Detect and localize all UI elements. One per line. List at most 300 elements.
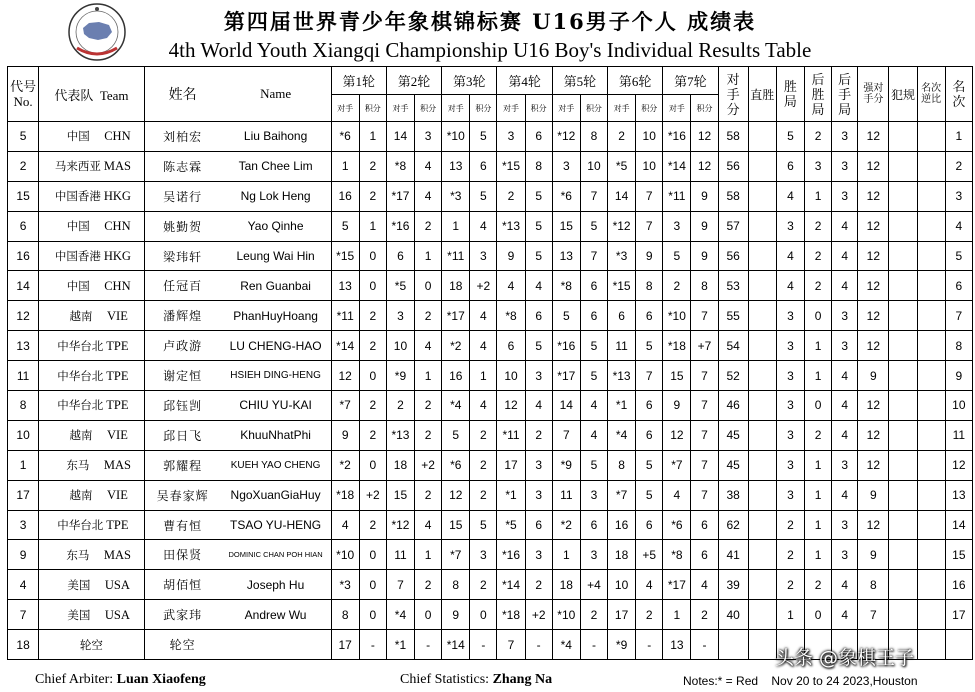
player-name-en: Tan Chee Lim bbox=[221, 151, 332, 181]
team bbox=[39, 181, 145, 211]
round-5-points: 5 bbox=[580, 361, 607, 391]
header-round-2: 第2轮 bbox=[386, 67, 441, 95]
round-4-points: 2 bbox=[525, 420, 552, 450]
round-2-points: 3 bbox=[415, 122, 442, 152]
direct-win bbox=[748, 480, 776, 510]
table-row bbox=[8, 181, 973, 211]
round-5-opponent: *8 bbox=[552, 271, 580, 301]
round-6-opponent: *9 bbox=[608, 630, 636, 660]
round-5-opponent: 7 bbox=[552, 420, 580, 450]
wins: 4 bbox=[776, 181, 804, 211]
round-1-opponent: *14 bbox=[331, 331, 359, 361]
round-1-opponent: 8 bbox=[331, 600, 359, 630]
round-6-points: +5 bbox=[636, 540, 663, 570]
round-3-opponent: 12 bbox=[442, 480, 470, 510]
round-7-points: 7 bbox=[691, 480, 718, 510]
player-name-cn: 刘柏宏 bbox=[144, 122, 220, 152]
ranking-ratio bbox=[917, 361, 945, 391]
team-name-cn: 中华台北 bbox=[57, 518, 104, 533]
direct-win bbox=[748, 361, 776, 391]
player-name-cn: 胡佰恒 bbox=[144, 570, 220, 600]
team bbox=[39, 510, 145, 540]
team-name-cn: 越南 bbox=[69, 488, 93, 503]
round-3-points: 3 bbox=[470, 540, 497, 570]
ranking-ratio bbox=[917, 450, 945, 480]
second-wins: 1 bbox=[805, 361, 832, 391]
round-4-opponent: *11 bbox=[497, 420, 525, 450]
round-1-opponent: 9 bbox=[331, 420, 359, 450]
table-row bbox=[8, 600, 973, 630]
player-name-en: CHIU YU-KAI bbox=[221, 391, 332, 421]
team-name-cn: 东马 bbox=[66, 547, 90, 562]
round-3-points: 5 bbox=[470, 181, 497, 211]
round-4-points: - bbox=[525, 630, 552, 660]
direct-win bbox=[748, 420, 776, 450]
player-name-en: Leung Wai Hin bbox=[221, 241, 332, 271]
team bbox=[39, 151, 145, 181]
wins: 4 bbox=[776, 241, 804, 271]
round-7-points: 9 bbox=[691, 211, 718, 241]
round-1-opponent: *15 bbox=[331, 241, 359, 271]
ranking-ratio bbox=[917, 570, 945, 600]
round-7-opponent: *16 bbox=[663, 122, 691, 152]
fouls bbox=[889, 241, 917, 271]
player-name-en: Ng Lok Heng bbox=[221, 181, 332, 211]
round-1-opponent: *10 bbox=[331, 540, 359, 570]
header-round-3: 第3轮 bbox=[442, 67, 497, 95]
player-name-en: KUEH YAO CHENG bbox=[221, 450, 332, 480]
round-7-points: 12 bbox=[691, 151, 718, 181]
round-6-points: - bbox=[636, 630, 663, 660]
player-name-en: Yao Qinhe bbox=[221, 211, 332, 241]
player-name-cn: 郭耀程 bbox=[144, 450, 220, 480]
round-2-opponent: *9 bbox=[386, 361, 414, 391]
fouls bbox=[889, 600, 917, 630]
round-3-opponent: *10 bbox=[442, 122, 470, 152]
round-3-opponent: *3 bbox=[442, 181, 470, 211]
team-code: TPE bbox=[106, 398, 129, 413]
second-wins: 1 bbox=[805, 540, 832, 570]
wins: 6 bbox=[776, 151, 804, 181]
player-no: 11 bbox=[8, 361, 39, 391]
opponent-total: 57 bbox=[718, 211, 748, 241]
round-5-points: 8 bbox=[580, 122, 607, 152]
round-4-points: 5 bbox=[525, 331, 552, 361]
table-row bbox=[8, 480, 973, 510]
round-7-opponent: *7 bbox=[663, 450, 691, 480]
round-2-opponent: 2 bbox=[386, 391, 414, 421]
round-2-points: +2 bbox=[415, 450, 442, 480]
round-2-opponent: 7 bbox=[386, 570, 414, 600]
round-5-opponent: 11 bbox=[552, 480, 580, 510]
ranking-ratio bbox=[917, 391, 945, 421]
header-pts: 积分 bbox=[525, 95, 552, 122]
round-6-points: 5 bbox=[636, 480, 663, 510]
round-6-points: 10 bbox=[636, 151, 663, 181]
direct-win bbox=[748, 630, 776, 660]
championship-emblem-icon bbox=[65, 2, 129, 62]
opponent-total: 40 bbox=[718, 600, 748, 630]
round-3-points: 2 bbox=[470, 480, 497, 510]
round-6-opponent: 16 bbox=[608, 510, 636, 540]
rank: 10 bbox=[945, 391, 972, 421]
round-6-points: 9 bbox=[636, 241, 663, 271]
round-3-points: 6 bbox=[470, 151, 497, 181]
rank: 5 bbox=[945, 241, 972, 271]
round-3-points: 2 bbox=[470, 570, 497, 600]
round-5-opponent: 18 bbox=[552, 570, 580, 600]
ranking-ratio bbox=[917, 122, 945, 152]
team-code: USA bbox=[104, 607, 130, 622]
round-4-points: 3 bbox=[525, 361, 552, 391]
wins: 3 bbox=[776, 361, 804, 391]
round-2-opponent: *17 bbox=[386, 181, 414, 211]
round-2-points: 1 bbox=[415, 540, 442, 570]
round-4-points: 5 bbox=[525, 181, 552, 211]
opponent-total: 39 bbox=[718, 570, 748, 600]
fouls bbox=[889, 181, 917, 211]
strong-opp-score: 12 bbox=[858, 420, 889, 450]
round-7-opponent: 15 bbox=[663, 361, 691, 391]
second-wins: 1 bbox=[805, 510, 832, 540]
player-name-en: DOMINIC CHAN POH HIAN bbox=[221, 540, 332, 570]
fouls bbox=[889, 480, 917, 510]
header-round-4: 第4轮 bbox=[497, 67, 552, 95]
round-5-points: 5 bbox=[580, 211, 607, 241]
round-7-points: - bbox=[691, 630, 718, 660]
round-3-points: 4 bbox=[470, 301, 497, 331]
round-2-points: 2 bbox=[415, 420, 442, 450]
round-2-points: 4 bbox=[415, 151, 442, 181]
round-6-opponent: *3 bbox=[608, 241, 636, 271]
direct-win bbox=[748, 540, 776, 570]
round-7-opponent: 3 bbox=[663, 211, 691, 241]
header-pts: 积分 bbox=[636, 95, 663, 122]
round-5-opponent: *6 bbox=[552, 181, 580, 211]
team bbox=[39, 420, 145, 450]
player-no: 2 bbox=[8, 151, 39, 181]
second-games: 4 bbox=[832, 211, 858, 241]
player-name-cn: 任冠百 bbox=[144, 271, 220, 301]
second-games: 4 bbox=[832, 570, 858, 600]
player-name-cn: 田保贤 bbox=[144, 540, 220, 570]
round-6-opponent: *7 bbox=[608, 480, 636, 510]
round-6-points: 6 bbox=[636, 391, 663, 421]
team bbox=[39, 241, 145, 271]
opponent-total: 45 bbox=[718, 420, 748, 450]
header-opp: 对手 bbox=[331, 95, 359, 122]
wins: 3 bbox=[776, 391, 804, 421]
round-6-opponent: *15 bbox=[608, 271, 636, 301]
strong-opp-score: 12 bbox=[858, 510, 889, 540]
round-3-opponent: 15 bbox=[442, 510, 470, 540]
team bbox=[39, 600, 145, 630]
round-4-opponent: 4 bbox=[497, 271, 525, 301]
player-name-cn: 邱日飞 bbox=[144, 420, 220, 450]
player-name-en: Liu Baihong bbox=[221, 122, 332, 152]
round-4-opponent: *8 bbox=[497, 301, 525, 331]
round-2-points: 1 bbox=[415, 361, 442, 391]
player-name-en: Ren Guanbai bbox=[221, 271, 332, 301]
team-name-cn: 中华台北 bbox=[57, 368, 104, 383]
round-7-opponent: 12 bbox=[663, 420, 691, 450]
round-1-points: 0 bbox=[359, 540, 386, 570]
ranking-ratio bbox=[917, 540, 945, 570]
ranking-ratio bbox=[917, 211, 945, 241]
team-name-cn: 美国 bbox=[67, 607, 91, 622]
direct-win bbox=[748, 241, 776, 271]
team-code: USA bbox=[104, 577, 130, 592]
round-6-points: 7 bbox=[636, 181, 663, 211]
table-row bbox=[8, 391, 973, 421]
header-opp: 对手 bbox=[663, 95, 691, 122]
fouls bbox=[889, 420, 917, 450]
round-3-points: 5 bbox=[470, 510, 497, 540]
team-name-cn: 中国 bbox=[66, 129, 90, 144]
round-6-points: 10 bbox=[636, 122, 663, 152]
round-7-points: 6 bbox=[691, 540, 718, 570]
second-games: 3 bbox=[832, 331, 858, 361]
title-english: 4th World Youth Xiangqi Championship U16 Boy's Individual Results Table bbox=[168, 38, 812, 62]
direct-win bbox=[748, 510, 776, 540]
round-3-opponent: *4 bbox=[442, 391, 470, 421]
round-2-opponent: 18 bbox=[386, 450, 414, 480]
round-6-opponent: 8 bbox=[608, 450, 636, 480]
player-no: 1 bbox=[8, 450, 39, 480]
second-games: 3 bbox=[832, 301, 858, 331]
second-wins: 2 bbox=[805, 211, 832, 241]
round-7-opponent: *11 bbox=[663, 181, 691, 211]
player-no: 18 bbox=[8, 630, 39, 660]
rank: 15 bbox=[945, 540, 972, 570]
team-code: CHN bbox=[104, 278, 131, 293]
table-row bbox=[8, 211, 973, 241]
player-no: 16 bbox=[8, 241, 39, 271]
team bbox=[39, 630, 145, 660]
second-games: 4 bbox=[832, 271, 858, 301]
strong-opp-score: 8 bbox=[858, 570, 889, 600]
direct-win bbox=[748, 181, 776, 211]
second-games: 4 bbox=[832, 391, 858, 421]
opponent-total: 62 bbox=[718, 510, 748, 540]
team bbox=[39, 271, 145, 301]
round-6-opponent: *5 bbox=[608, 151, 636, 181]
round-2-opponent: 3 bbox=[386, 301, 414, 331]
round-1-opponent: *3 bbox=[331, 570, 359, 600]
second-games: 3 bbox=[832, 151, 858, 181]
player-name-cn: 姚勤贺 bbox=[144, 211, 220, 241]
round-1-opponent: 17 bbox=[331, 630, 359, 660]
round-6-points: 4 bbox=[636, 570, 663, 600]
round-6-opponent: *12 bbox=[608, 211, 636, 241]
round-2-points: 2 bbox=[415, 301, 442, 331]
header-fouls: 犯规 bbox=[889, 67, 917, 122]
round-5-points: 3 bbox=[580, 540, 607, 570]
header-direct-win: 直胜 bbox=[748, 67, 776, 122]
player-name-en: HSIEH DING-HENG bbox=[221, 361, 332, 391]
round-7-points: 2 bbox=[691, 600, 718, 630]
round-4-points: +2 bbox=[525, 600, 552, 630]
second-wins: 1 bbox=[805, 450, 832, 480]
strong-opp-score: 12 bbox=[858, 450, 889, 480]
direct-win bbox=[748, 570, 776, 600]
direct-win bbox=[748, 600, 776, 630]
player-name-cn: 曹有恒 bbox=[144, 510, 220, 540]
opponent-total: 58 bbox=[718, 122, 748, 152]
round-7-points: 7 bbox=[691, 361, 718, 391]
round-6-points: 6 bbox=[636, 420, 663, 450]
second-wins: 2 bbox=[805, 241, 832, 271]
round-2-points: 4 bbox=[415, 331, 442, 361]
team-name-cn: 轮空 bbox=[79, 637, 103, 652]
round-5-opponent: *12 bbox=[552, 122, 580, 152]
round-7-points: 7 bbox=[691, 391, 718, 421]
player-name-en: NgoXuanGiaHuy bbox=[221, 480, 332, 510]
second-games: 3 bbox=[832, 450, 858, 480]
round-2-points: 2 bbox=[415, 211, 442, 241]
direct-win bbox=[748, 301, 776, 331]
round-5-opponent: 5 bbox=[552, 301, 580, 331]
round-7-opponent: *10 bbox=[663, 301, 691, 331]
round-5-points: 7 bbox=[580, 241, 607, 271]
ranking-ratio bbox=[917, 271, 945, 301]
wins: 2 bbox=[776, 540, 804, 570]
team-name-cn: 越南 bbox=[69, 428, 93, 443]
round-4-opponent: *1 bbox=[497, 480, 525, 510]
second-games: 4 bbox=[832, 480, 858, 510]
opponent-total: 41 bbox=[718, 540, 748, 570]
round-3-opponent: 5 bbox=[442, 420, 470, 450]
round-3-opponent: *7 bbox=[442, 540, 470, 570]
player-name-cn: 梁玮轩 bbox=[144, 241, 220, 271]
round-6-opponent: 14 bbox=[608, 181, 636, 211]
round-4-points: 4 bbox=[525, 391, 552, 421]
rank: 7 bbox=[945, 301, 972, 331]
team-code: MAS bbox=[103, 159, 131, 174]
team bbox=[39, 391, 145, 421]
player-no: 4 bbox=[8, 570, 39, 600]
round-6-points: 7 bbox=[636, 211, 663, 241]
round-7-opponent: 4 bbox=[663, 480, 691, 510]
round-3-opponent: *11 bbox=[442, 241, 470, 271]
round-7-opponent: *6 bbox=[663, 510, 691, 540]
team bbox=[39, 122, 145, 152]
player-name-en: PhanHuyHoang bbox=[221, 301, 332, 331]
wins: 1 bbox=[776, 600, 804, 630]
round-4-points: 3 bbox=[525, 540, 552, 570]
round-5-opponent: *9 bbox=[552, 450, 580, 480]
header-pts: 积分 bbox=[470, 95, 497, 122]
chief-statistics: Chief Statistics: Zhang Na bbox=[400, 672, 553, 687]
fouls bbox=[889, 361, 917, 391]
round-6-opponent: 10 bbox=[608, 570, 636, 600]
second-games: 3 bbox=[832, 181, 858, 211]
round-4-opponent: 2 bbox=[497, 181, 525, 211]
player-name-cn: 吴诺行 bbox=[144, 181, 220, 211]
second-wins: 2 bbox=[805, 122, 832, 152]
player-name-cn: 武家玮 bbox=[144, 600, 220, 630]
header-opp: 对手 bbox=[552, 95, 580, 122]
rank: 17 bbox=[945, 600, 972, 630]
header-name-cn: 姓名 bbox=[144, 67, 220, 122]
rank: 4 bbox=[945, 211, 972, 241]
round-2-opponent: *16 bbox=[386, 211, 414, 241]
round-5-opponent: *4 bbox=[552, 630, 580, 660]
title-chinese: 第四届世界青少年象棋锦标赛 U16男子个人 成绩表 bbox=[223, 9, 757, 34]
team-name-cn: 马来西亚 bbox=[54, 159, 101, 174]
player-name-cn: 吴春家辉 bbox=[144, 480, 220, 510]
second-games: 4 bbox=[832, 420, 858, 450]
round-7-opponent: 2 bbox=[663, 271, 691, 301]
player-name-en bbox=[221, 630, 332, 660]
wins: 5 bbox=[776, 122, 804, 152]
round-7-points: 7 bbox=[691, 420, 718, 450]
ranking-ratio bbox=[917, 241, 945, 271]
team bbox=[39, 211, 145, 241]
header-opp: 对手 bbox=[442, 95, 470, 122]
round-3-opponent: 8 bbox=[442, 570, 470, 600]
round-1-points: 0 bbox=[359, 241, 386, 271]
round-6-points: 8 bbox=[636, 271, 663, 301]
round-3-opponent: 18 bbox=[442, 271, 470, 301]
player-no: 10 bbox=[8, 420, 39, 450]
wins: 3 bbox=[776, 331, 804, 361]
round-1-points: - bbox=[359, 630, 386, 660]
round-1-opponent: 5 bbox=[331, 211, 359, 241]
round-1-opponent: 13 bbox=[331, 271, 359, 301]
round-2-opponent: *4 bbox=[386, 600, 414, 630]
round-3-points: 3 bbox=[470, 241, 497, 271]
opponent-total: 45 bbox=[718, 450, 748, 480]
round-4-opponent: 9 bbox=[497, 241, 525, 271]
round-7-points: 12 bbox=[691, 122, 718, 152]
round-1-points: 0 bbox=[359, 600, 386, 630]
header-wins: 胜局 bbox=[776, 67, 804, 122]
round-5-opponent: 13 bbox=[552, 241, 580, 271]
team bbox=[39, 361, 145, 391]
team-name-cn: 中华台北 bbox=[57, 338, 104, 353]
rank: 12 bbox=[945, 450, 972, 480]
player-no: 8 bbox=[8, 391, 39, 421]
round-7-points: 4 bbox=[691, 570, 718, 600]
round-3-opponent: 13 bbox=[442, 151, 470, 181]
round-1-opponent: 4 bbox=[331, 510, 359, 540]
team-code: VIE bbox=[107, 488, 128, 503]
round-1-points: 2 bbox=[359, 331, 386, 361]
header-opp: 对手 bbox=[497, 95, 525, 122]
table-row bbox=[8, 510, 973, 540]
round-5-points: 4 bbox=[580, 420, 607, 450]
team-code: VIE bbox=[107, 308, 128, 323]
strong-opp-score: 9 bbox=[858, 361, 889, 391]
round-2-points: 4 bbox=[415, 510, 442, 540]
round-3-points: 1 bbox=[470, 361, 497, 391]
rank: 8 bbox=[945, 331, 972, 361]
round-6-opponent: *13 bbox=[608, 361, 636, 391]
team-code: TPE bbox=[106, 368, 129, 383]
round-3-points: 2 bbox=[470, 420, 497, 450]
team-code: CHN bbox=[104, 219, 131, 234]
direct-win bbox=[748, 122, 776, 152]
round-6-opponent: *4 bbox=[608, 420, 636, 450]
ranking-ratio bbox=[917, 331, 945, 361]
header-opp-total: 对手分 bbox=[718, 67, 748, 122]
round-5-points: 6 bbox=[580, 301, 607, 331]
header-round-6: 第6轮 bbox=[608, 67, 663, 95]
round-4-points: 3 bbox=[525, 480, 552, 510]
header-no: 代号 No. bbox=[8, 67, 39, 122]
player-no: 6 bbox=[8, 211, 39, 241]
